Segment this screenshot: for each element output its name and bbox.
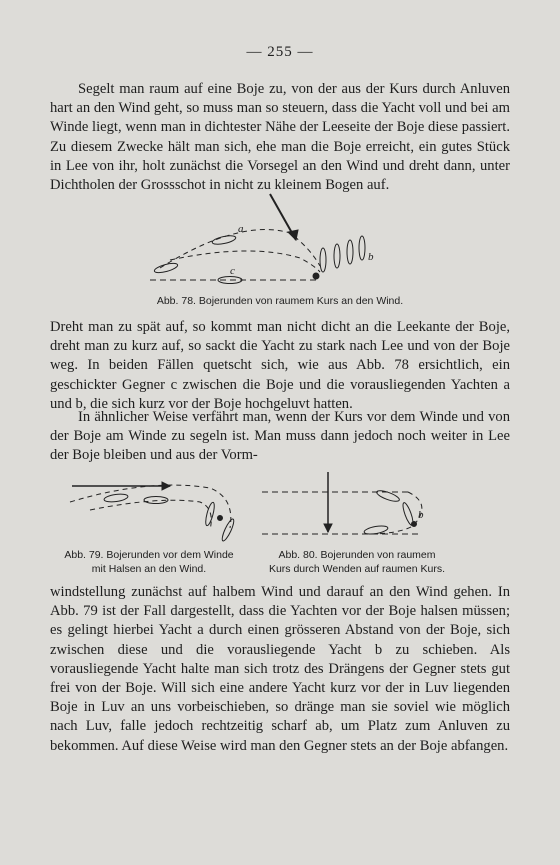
course-line-b — [170, 251, 320, 272]
caption-abb-79 — [44, 548, 254, 576]
course-curve — [368, 492, 422, 534]
label-c: c — [230, 265, 235, 277]
wind-arrowhead — [324, 524, 332, 532]
yacht-1 — [376, 489, 401, 504]
caption-abb-79-line-2: mit Halsen an den Wind. — [91, 563, 207, 575]
yacht-buoy-2 — [334, 244, 340, 268]
figure-79-diagram — [60, 468, 250, 546]
wind-arrowhead — [162, 482, 170, 490]
yacht-left-2 — [212, 234, 237, 246]
course-line-inner — [90, 500, 211, 530]
yacht-buoy-4 — [359, 236, 365, 260]
paragraph-1: Segelt man raum auf eine Boje zu, von der aus der Kurs durch Anluven hart an den Wind geht, so muss man so steuern, dass die Yacht voll und bei am Winde liegt, wenn man in dichtester Nähe der Leeseite der Boje diese passiert. Zu diesem Zwecke hält man sich, ehe man die Boje erreicht, ein gutes Stück in Lee von ihr, holt zunächst die Vorsegel an den Wind und dreht dann, unter Dichtholen der Grossschot in nicht zu kleinem Bogen auf. — [50, 81, 510, 194]
buoy — [412, 522, 417, 527]
caption-abb-80-line-1: Abb. 80. Bojerunden von raumem — [278, 549, 436, 561]
paragraph-2: Dreht man zu spät auf, so kommt man nicht dicht an die Leekante der Boje, dreht man zu kurz auf, so sackt die Yacht zu stark nach Lee und von der Boje weg. In beiden Fällen quetscht sich, wie aus Abb. 78 ersichtlich, ein geschickter Gegner c zwischen die Boje und die vorausliegenden Yachten a und b, die sich kurz vor der Boje hochgeluvt hatten. — [50, 319, 510, 412]
figure-78-diagram — [130, 188, 450, 292]
yacht-buoy-3 — [347, 240, 353, 264]
paragraph-4: windstellung zunächst auf halbem Wind und darauf an den Wind gehen. In Abb. 79 ist der Fall dargestellt, dass die Yachten vor der Boje halsen müssen; es gelingt hierbei Yacht a durch einen grösseren Abstand von der Boje, sich zwischen diese und die vorausliegende Yacht b zu schieben. Als vorausliegende Yacht halte man sich trotz des Drängens der Gegner stets gut frei von der Boje. Will sich eine andere Yacht kurz vor der in Luv liegenden Boje in Luv an uns vorbeischieben, so dränge man sie soviel wie möglich nach Luv, falle jedoch rechtzeitig scharf ab, um Platz zum Anluven zu bekommen. Auf diese Weise wird man den Gegner stets an der Boje abfangen. — [50, 584, 510, 754]
caption-abb-80 — [262, 548, 452, 576]
yacht-1 — [104, 493, 129, 503]
label-b: b — [418, 509, 424, 521]
yacht-left-1 — [154, 262, 179, 275]
yacht-4 — [220, 518, 236, 542]
caption-abb-79-line-1: Abb. 79. Bojerunden vor dem Winde — [64, 549, 234, 561]
label-a: a — [238, 223, 244, 235]
buoy — [218, 516, 223, 521]
paragraph-3: In ähnlicher Weise verfährt man, wenn der Kurs vor dem Winde und von der Boje am Winde zu segeln ist. Man muss dann jedoch noch weiter in Lee der Boje bleiben und aus der Vorm- — [50, 409, 510, 464]
caption-abb-80-line-2: Kurs durch Wenden auf raumen Kurs. — [268, 563, 446, 575]
page-number: — 255 — — [246, 44, 314, 60]
figure-80-diagram — [258, 468, 458, 546]
buoy — [313, 273, 319, 279]
caption-abb-78: Abb. 78. Bojerunden von raumem Kurs an den Wind. — [156, 295, 404, 307]
yacht-buoy-1 — [320, 248, 326, 272]
label-b: b — [368, 251, 374, 263]
